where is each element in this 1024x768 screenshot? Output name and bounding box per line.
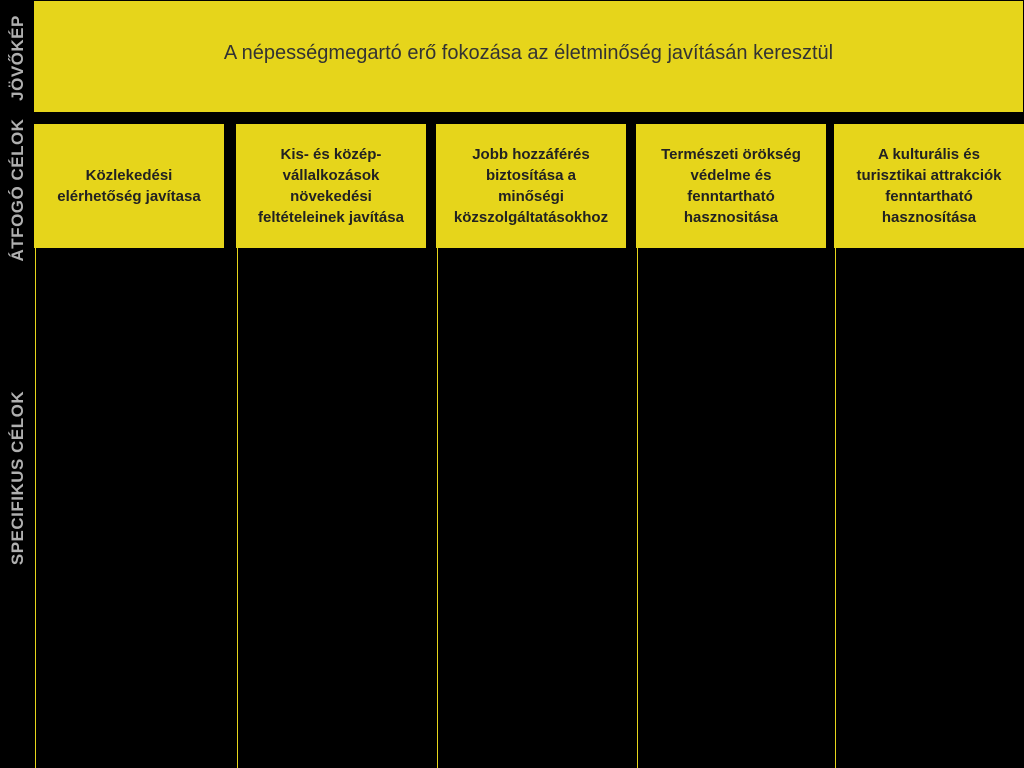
goal-connector-5 xyxy=(835,248,836,768)
goal-connector-2 xyxy=(237,248,238,768)
overarching-goals-row-label: ÁTFOGÓ CÉLOK xyxy=(8,118,27,262)
goal-column-3 xyxy=(436,124,626,248)
goal-connector-3 xyxy=(437,248,438,768)
goal-connector-1 xyxy=(35,248,36,768)
vision-row-label: JÖVŐKÉP xyxy=(8,15,27,101)
goal-column-4 xyxy=(636,124,826,248)
goal-box-2 xyxy=(236,124,426,248)
goal-box-4 xyxy=(636,124,826,248)
goal-box-5 xyxy=(834,124,1024,248)
goal-text-1: Közlekedési elérhetőség javítasa xyxy=(57,167,201,205)
goal-box-1 xyxy=(34,124,224,248)
goal-box-3 xyxy=(436,124,626,248)
goal-text-3: Jobb hozzáférés biztosítása a minőségi közszolgáltatásokhoz xyxy=(453,146,609,226)
specific-goals-row-label: SPECIFIKUS CÉLOK xyxy=(8,390,27,566)
goal-text-2: Kis- és közép- vállalkozások növekedési feltételeinek javítása xyxy=(258,146,404,226)
goal-column-1 xyxy=(34,124,224,248)
goal-text-5: A kulturális és turisztikai attrakciók fenntartható hasznosítása xyxy=(856,146,1002,226)
goal-column-5 xyxy=(834,124,1024,248)
vision-text: A népességmegartó erő fokozása az életminőség javításán keresztül xyxy=(223,42,834,64)
goal-column-2 xyxy=(236,124,426,248)
vision-box xyxy=(34,1,1023,112)
goal-connector-4 xyxy=(637,248,638,768)
goal-text-4: Természeti örökség védelme és fenntartható hasznositása xyxy=(661,146,801,226)
